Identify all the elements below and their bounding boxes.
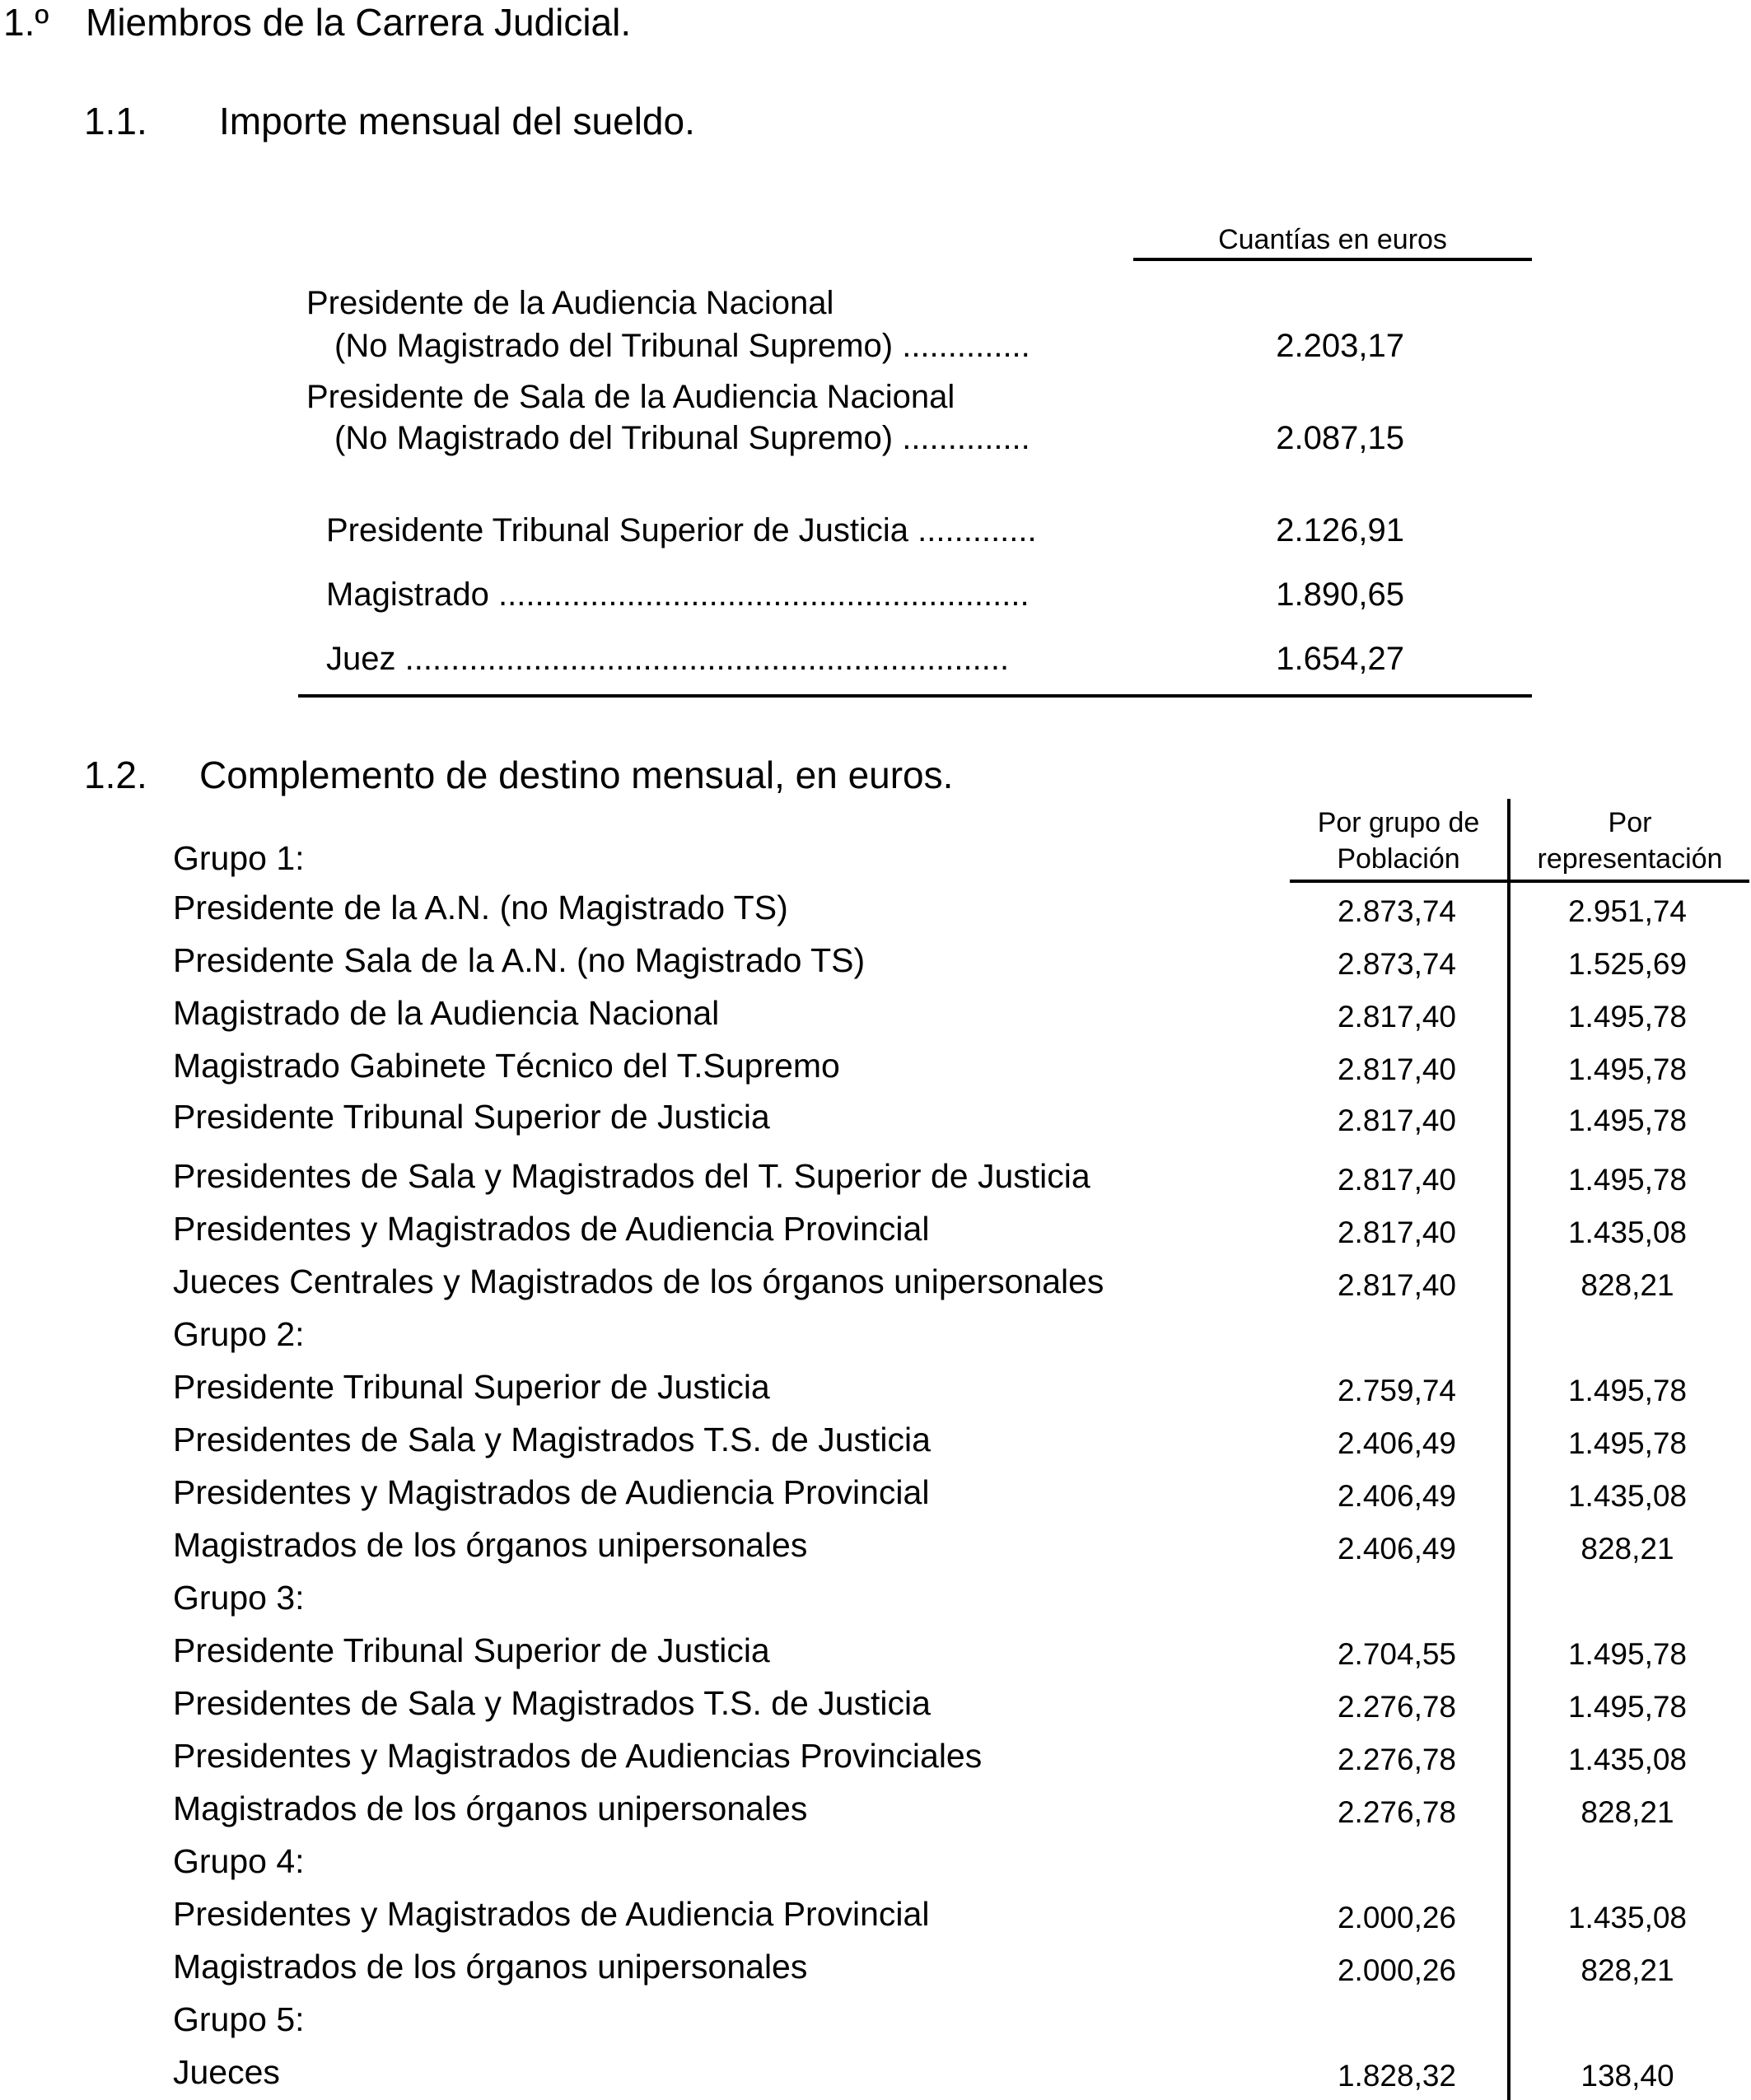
table-row-label: Presidentes y Magistrados de Audiencias Provinciales — [173, 1737, 983, 1775]
col-header-representacion-2: representación — [1537, 843, 1723, 875]
poblacion-value: 2.873,74 — [1337, 947, 1457, 981]
representacion-value: 1.495,78 — [1567, 1163, 1688, 1197]
table-row-label: Magistrado Gabinete Técnico del T.Supremo — [173, 1047, 840, 1085]
poblacion-value: 2.406,49 — [1337, 1426, 1457, 1460]
group-heading: Grupo 1: — [173, 839, 305, 877]
col-header-poblacion-2: Población — [1337, 843, 1460, 875]
table-row-label: Presidente de la A.N. (no Magistrado TS) — [173, 889, 788, 926]
sueldo-row-label-cont: (No Magistrado del Tribunal Supremo) .............. — [334, 328, 1030, 364]
table-row-label: Presidentes de Sala y Magistrados T.S. de Justicia — [173, 1421, 931, 1458]
complemento-header-rule — [1290, 880, 1749, 883]
representacion-value: 1.495,78 — [1567, 1374, 1688, 1407]
representacion-value: 828,21 — [1581, 1532, 1674, 1566]
table-row-label: Jueces Centrales y Magistrados de los órganos unipersonales — [173, 1262, 1104, 1300]
table-row-label: Magistrado de la Audiencia Nacional — [173, 994, 720, 1032]
poblacion-value: 2.276,78 — [1337, 1690, 1457, 1724]
col-header-poblacion: Por grupo de — [1317, 807, 1480, 838]
poblacion-value: 2.406,49 — [1337, 1532, 1457, 1566]
poblacion-value: 2.406,49 — [1337, 1479, 1457, 1513]
group-heading: Grupo 5: — [173, 2000, 305, 2038]
sueldo-column-header: Cuantías en euros — [1218, 224, 1447, 255]
representacion-value: 1.495,78 — [1567, 1426, 1688, 1460]
table-row-label: Presidentes y Magistrados de Audiencia Provincial — [173, 1473, 930, 1511]
representacion-value: 1.495,78 — [1567, 1000, 1688, 1034]
table-row-label: Presidente Tribunal Superior de Justicia — [173, 1098, 770, 1136]
representacion-value: 828,21 — [1581, 1953, 1674, 1987]
representacion-value: 1.495,78 — [1567, 1052, 1688, 1086]
subsection-title-complemento: Complemento de destino mensual, en euros. — [199, 754, 954, 796]
sueldo-header-rule — [1133, 258, 1532, 261]
poblacion-value: 2.817,40 — [1337, 1268, 1457, 1302]
poblacion-value: 1.828,32 — [1337, 2059, 1457, 2093]
sueldo-row-label-cont: (No Magistrado del Tribunal Supremo) .............. — [334, 420, 1030, 456]
section-number: 1.º — [3, 1, 49, 44]
sueldo-bottom-rule — [298, 694, 1532, 698]
representacion-value: 1.435,08 — [1567, 1901, 1688, 1934]
table-row-label: Presidentes y Magistrados de Audiencia Provincial — [173, 1210, 930, 1248]
table-row-label: Presidente Sala de la A.N. (no Magistrado TS) — [173, 941, 866, 979]
sueldo-row-value: 1.654,27 — [1276, 641, 1404, 677]
poblacion-value: 2.759,74 — [1337, 1374, 1457, 1407]
group-heading: Grupo 2: — [173, 1315, 305, 1353]
subsection-title-sueldo: Importe mensual del sueldo. — [219, 100, 695, 142]
sueldo-row-label: Presidente de Sala de la Audiencia Nacional — [306, 379, 955, 415]
poblacion-value: 2.817,40 — [1337, 1052, 1457, 1086]
representacion-value: 2.951,74 — [1567, 894, 1688, 928]
sueldo-row-label: Presidente de la Audiencia Nacional — [306, 285, 834, 321]
subsection-number-sueldo: 1.1. — [84, 100, 147, 142]
poblacion-value: 2.873,74 — [1337, 894, 1457, 928]
sueldo-row-value: 1.890,65 — [1276, 576, 1404, 613]
col-header-representacion: Por — [1608, 807, 1652, 838]
table-row-label: Presidente Tribunal Superior de Justicia — [173, 1631, 770, 1669]
table-row-label: Jueces — [173, 2053, 280, 2091]
representacion-value: 1.525,69 — [1567, 947, 1688, 981]
poblacion-value: 2.000,26 — [1337, 1901, 1457, 1934]
table-row-label: Magistrados de los órganos unipersonales — [173, 1526, 808, 1564]
poblacion-value: 2.276,78 — [1337, 1743, 1457, 1776]
subsection-number-complemento: 1.2. — [84, 754, 147, 796]
table-row-label: Presidente Tribunal Superior de Justicia — [173, 1368, 770, 1406]
poblacion-value: 2.000,26 — [1337, 1953, 1457, 1987]
poblacion-value: 2.817,40 — [1337, 1216, 1457, 1249]
poblacion-value: 2.817,40 — [1337, 1163, 1457, 1197]
poblacion-value: 2.276,78 — [1337, 1795, 1457, 1829]
sueldo-row-label: Magistrado .......................................................... — [326, 576, 1030, 613]
representacion-value: 1.435,08 — [1567, 1743, 1688, 1776]
sueldo-row-value: 2.126,91 — [1276, 512, 1404, 548]
table-row-label: Presidentes de Sala y Magistrados T.S. de Justicia — [173, 1684, 931, 1722]
representacion-value: 828,21 — [1581, 1268, 1674, 1302]
poblacion-value: 2.817,40 — [1337, 1104, 1457, 1137]
sueldo-row-value: 2.087,15 — [1276, 420, 1404, 456]
representacion-value: 1.435,08 — [1567, 1216, 1688, 1249]
representacion-value: 138,40 — [1581, 2059, 1674, 2093]
representacion-value: 828,21 — [1581, 1795, 1674, 1829]
table-row-label: Magistrados de los órganos unipersonales — [173, 1790, 808, 1827]
sueldo-row-label: Juez .................................................................. — [326, 641, 1010, 677]
sueldo-row-value: 2.203,17 — [1276, 328, 1404, 364]
group-heading: Grupo 3: — [173, 1579, 305, 1617]
representacion-value: 1.495,78 — [1567, 1690, 1688, 1724]
representacion-value: 1.495,78 — [1567, 1104, 1688, 1137]
group-heading: Grupo 4: — [173, 1842, 305, 1880]
section-title: Miembros de la Carrera Judicial. — [86, 1, 632, 44]
representacion-value: 1.435,08 — [1567, 1479, 1688, 1513]
table-row-label: Magistrados de los órganos unipersonales — [173, 1948, 808, 1986]
poblacion-value: 2.817,40 — [1337, 1000, 1457, 1034]
representacion-value: 1.495,78 — [1567, 1637, 1688, 1671]
table-row-label: Presidentes y Magistrados de Audiencia Provincial — [173, 1895, 930, 1933]
sueldo-row-label: Presidente Tribunal Superior de Justicia ............. — [326, 512, 1037, 548]
poblacion-value: 2.704,55 — [1337, 1637, 1457, 1671]
column-divider — [1507, 799, 1511, 2100]
table-row-label: Presidentes de Sala y Magistrados del T. Superior de Justicia — [173, 1157, 1090, 1195]
